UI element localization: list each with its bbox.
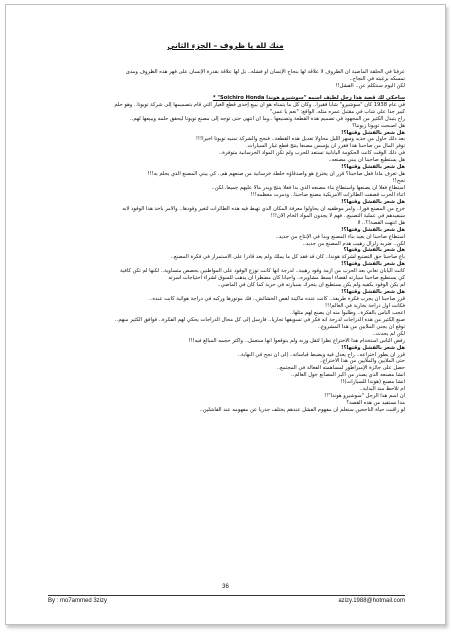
body-line: هل يستطيع صاحبنا أن يبني مصنعه.. xyxy=(328,157,405,164)
document-page xyxy=(5,4,446,625)
body-line-emphasis: هل شعر بالفشل وقتها؟! xyxy=(341,261,405,268)
body-line: لو راقبت حياة الناجحين ستعلم أن مفهوم الفشل عندهم يختلف جذريا عن مفهومه عند الفاشلين.. xyxy=(199,407,405,413)
body-line: استطاع صاحبنا أن يعيد بناء المصنع وبدأ في الإنتاج من جديد.. xyxy=(275,233,405,240)
body-line: حتى الملايين والملايين من هذا الاختراع.. xyxy=(319,358,405,365)
body-line: لكن اليوم سنتكلم عن.. الفشل!! xyxy=(335,82,405,89)
body-line: في عام 1938 كان "سوشيرو" شابا فقيرا.. وكان كل ما يتمناه هو أن يبيع إحدى قطع الغيار التي قام بتصميمها إلى شركة تويوتا.. وهو حلم xyxy=(114,101,405,108)
body-line: استطاع فعلا أن يصنعها واستطاع بناء مصنعه الذي بدأ فعلا ينتج ويدر مالا عليهم جميعا..لكن.. xyxy=(211,185,405,191)
body-line-emphasis: هل شعر بالفشل وقتها؟! xyxy=(341,198,405,205)
article-body xyxy=(46,69,405,414)
body-line: رفض الناس استخدام هذا الاختراع نظرا لثقل وزنه ولم يتوقعوا أنها ستعمل.. وأكثر حجمه المبالغ فيه!!! xyxy=(188,337,405,344)
body-line: هل انتهت القصة!؟.. لا xyxy=(357,219,405,226)
body-line-emphasis: هل شعر بالفشل وقتها؟! xyxy=(341,344,405,351)
body-line-emphasis: هل شعر بالفشل وقتها؟! xyxy=(341,164,405,171)
body-line: هل أصبحت تويوتا زبوننا؟ xyxy=(352,122,405,129)
body-line: قرر أن يطور اختراعه.. راح يعدل فيه ويضبط قياساته.. إلى أن نجح في النهاية.. xyxy=(237,351,405,358)
body-line: أثناء الحرب قصفت الطائرات الأمريكية مصنع صاحبنا.. ودمرت معظمه!!! xyxy=(250,191,405,198)
body-line: في ذلك الوقت كانت الحكومة اليابانية تستعد للحرب ولم تكن المواد الخرسانية متوفرة.. xyxy=(218,150,405,157)
body-line: تمسكه برغبته في النجاح.. xyxy=(349,75,405,82)
body-line: صنع الكثير من هذه الدراجات لدرجة أنه فكر في تسويقها تجاريا.. فأرسل إلى كل محال الدراجات يحكي لهم الفكرة.. فوافق الكثير منهم.. xyxy=(115,316,405,323)
footer-email: azizy.1988@hotmail.com xyxy=(338,598,405,604)
body-line-emphasis: سأحكي لك قصة هذا رجل لطيف اسمه "سوشيرو هوندا Soichiro Honda" * xyxy=(212,94,405,101)
body-line: لكن.. ضربه زلزال رهيب هدم المصنع من جديد.. xyxy=(302,240,405,247)
body-line: باع صاحبنا حق التصنيع لشركة هوندا.. كان قد فقد كل ما يملك ولم يعد قادرا على الاستمرار في فكرة المصنع.. xyxy=(170,254,405,261)
body-line: أنشأ مصنعه الذي يصدر من أكبر المصانع حول العالم.. xyxy=(291,372,405,379)
body-line: كبير جدا على شاب في مقتبل عمره مثله. الواقع: "نعم يا عمي" xyxy=(269,108,405,115)
body-line: لم يكن الوقود يكفيه ولم يكن يستطيع أن يتحرك بسيارته في حرية كما كان في الماضي.. xyxy=(217,282,405,289)
footer-author: By : mo7ammed 3zizy xyxy=(48,598,108,604)
body-line: هل تعرف ماذا فعل صاحبنا؟ قرر أن يخترع هو وأصدقاؤه خلطة خرسانية من صنعهم هم.. كي يبني المصنع الذي يحلم به!!! xyxy=(147,171,405,178)
body-line: خرج من المصنع فورا.. وأمر موظفيه أن يحاولوا معرفة المكان الذي تهبط فيه هذه الطائرات لتغير وقودها.. والأمر بأخذ هذا الوقود لأنه xyxy=(122,205,405,212)
body-line: مذا نستفيد من هذه القصة؟ xyxy=(346,400,405,407)
page-title: منك لله يا ظروف – الجزء الثاني xyxy=(167,41,284,50)
body-line: أنشأ مصنع (هوندا للسيارات)!! xyxy=(340,379,405,386)
body-line: كانت اليابان تعاني بعد الحرب من أزمة وقود رهيبة.. لدرجة أنها كانت توزع الوقود على المواطنين بحصص متساوية.. لكنها لم تكن كافية xyxy=(120,268,405,275)
body-line: أن اسم هذا الرجل "سوشيرو هوندا"!! xyxy=(324,393,405,400)
body-line-emphasis: هل شعر بالفشل وقتها؟! xyxy=(341,289,405,296)
body-line: توقع أن يجني الملايين من هذا المشروع.. xyxy=(317,323,405,330)
body-line: أم تلاحظ منذ البداية.. xyxy=(359,386,405,393)
body-line: نجح!! xyxy=(392,178,405,185)
body-line: راح ينبذل الكثير من المجهود في تصميم هذه القطعة وتصنيعها ..وما أن انتهى حتى توجه إلى مصنع تويوتا ليحقق حلمه ويبيعها لهم.. xyxy=(130,115,405,122)
body-line: عرفنا في الحلقة الماضية أن الظروف لا علاقة لها بنجاح الإنسان أو فشله.. بل لها علاقة بقدرة الإنسان على قهر هذه الظروف ومدى xyxy=(125,69,405,75)
body-line: لكن لم يحدث.. xyxy=(372,330,405,337)
body-line: سيفيدهم في عملية التصنيع.. فهم لا يجدون المواد الخام الآن!!! xyxy=(270,212,405,219)
body-line: قرر صاحبنا أن يجرب فكرة طريفة.. كانت عنده ماكينة لقص الحشائش.. فك موتورها وركبه في دراجة هوائية كانت عنده.. xyxy=(149,296,405,302)
page-number: 36 xyxy=(222,584,229,590)
body-line: فكانت أول دراجة بخارية في العالم!!! xyxy=(325,302,405,309)
footer-divider xyxy=(48,595,405,596)
body-line: توفر المال من صاحبنا هذا فقرر أن يؤسس مصنعا ينتج قطع غيار السيارات. xyxy=(246,143,405,150)
body-line: بعد ذلك حاول من جديد وسهر الليل محاولا تعديل هذه القطعة.. فنجح والشركة تمنيه تويوتا أخيرا!!! xyxy=(195,136,405,143)
body-line: حصل على جائزة الإمبراطور لمساهمته الفعالة في المجتمع.. xyxy=(276,365,405,372)
body-line-emphasis: هل شعر بالفشل وقتها؟! xyxy=(341,226,405,233)
body-line-emphasis: هل شعر بالفشل وقتها؟! xyxy=(341,129,405,136)
body-line: أعجب الناس بالفكرة.. وطلبوا منه أن يصنع لهم مثلها.. xyxy=(289,309,405,316)
body-line-emphasis: هل شعر بالفشل وقتها؟ xyxy=(343,247,405,254)
body-line: كي يستطيع صاحبنا سيارته لقضاء أبسط مشاويره.. واحيانا كان مضطرا أن يذهب للسوق لشراء احتياجات أسرته xyxy=(168,275,405,282)
